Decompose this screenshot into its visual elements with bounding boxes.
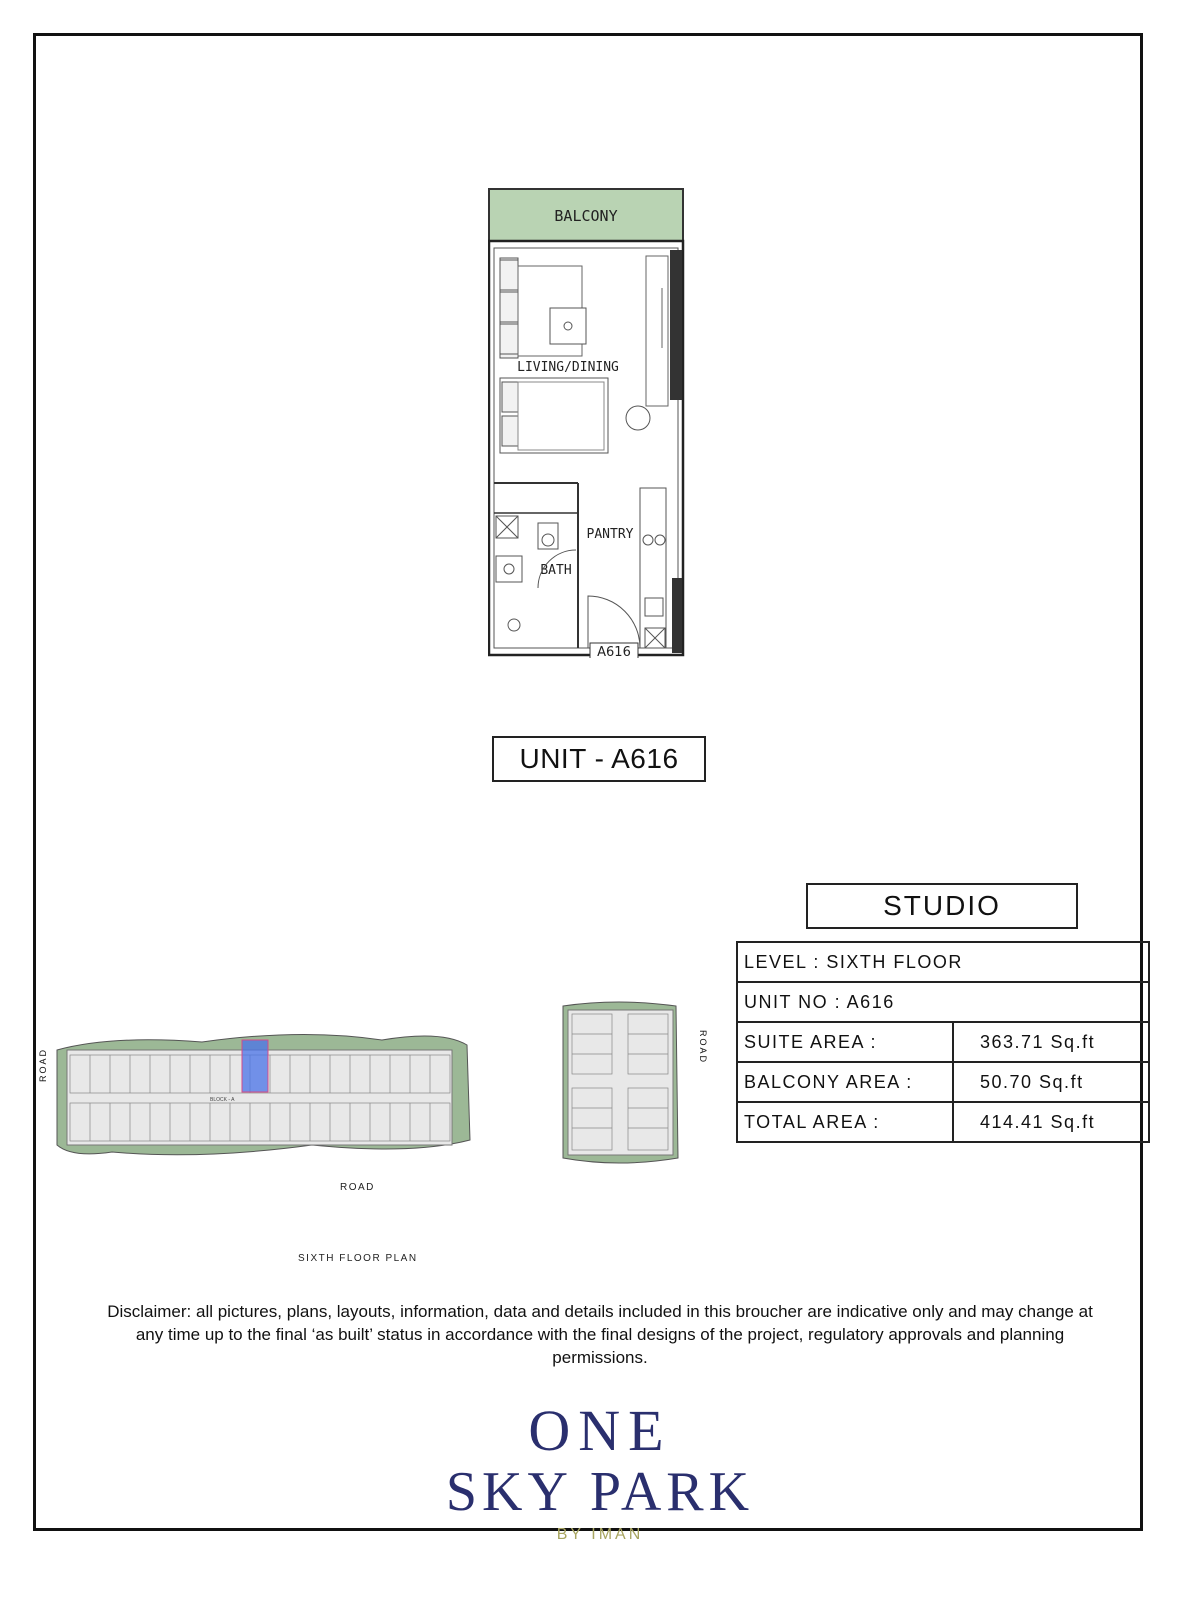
spec-row-unit-no	[737, 982, 1149, 1022]
suite-area-value: 363.71 Sq.ft	[953, 1022, 1149, 1062]
unit-title: UNIT - A616	[492, 736, 706, 782]
living-dining-label: LIVING/DINING	[517, 360, 619, 375]
balcony-area-label: BALCONY AREA :	[737, 1062, 953, 1102]
spec-row-level	[737, 942, 1149, 982]
floor-plan-caption: SIXTH FLOOR PLAN	[298, 1253, 418, 1264]
road-label-left: ROAD	[38, 1048, 48, 1083]
balcony-area-value: 50.70 Sq.ft	[953, 1062, 1149, 1102]
road-label-right: ROAD	[698, 1030, 708, 1065]
one-sky-park-logo	[440, 1400, 760, 1544]
unit-floor-plan	[488, 188, 688, 658]
road-label-bottom: ROAD	[340, 1182, 375, 1193]
bath-label: BATH	[540, 563, 572, 578]
block-key-plan	[558, 998, 683, 1168]
balcony-label: BALCONY	[554, 207, 618, 225]
pantry-label: PANTRY	[586, 527, 634, 542]
logo-line-one: ONE	[528, 1398, 672, 1463]
unit-type: STUDIO	[806, 883, 1078, 929]
disclaimer-text: Disclaimer: all pictures, plans, layouts, information, data and details included in this broucher are indicative only and may change at any time up to the final ‘as built’ status in accordance with the final designs of the project, regulatory approvals and planning permissions.	[107, 1302, 1093, 1367]
unit-specs-table	[736, 941, 1150, 1143]
block-label: BLOCK - A	[210, 1097, 235, 1103]
logo-line-sky-park: SKY PARK	[445, 1461, 755, 1523]
unit-no-cell: UNIT NO : A616	[737, 982, 1149, 1022]
spec-row-suite-area	[737, 1022, 1149, 1062]
spec-row-balcony-area	[737, 1062, 1149, 1102]
highlighted-unit	[242, 1040, 268, 1092]
level-cell: LEVEL : SIXTH FLOOR	[737, 942, 1149, 982]
suite-area-label: SUITE AREA :	[737, 1022, 953, 1062]
door-tag: A616	[597, 645, 631, 658]
total-area-label: TOTAL AREA :	[737, 1102, 953, 1142]
sixth-floor-key-plan	[52, 1030, 472, 1170]
spec-row-total-area	[737, 1102, 1149, 1142]
logo-line-by-iman: BY IMAN	[556, 1526, 644, 1543]
total-area-value: 414.41 Sq.ft	[953, 1102, 1149, 1142]
